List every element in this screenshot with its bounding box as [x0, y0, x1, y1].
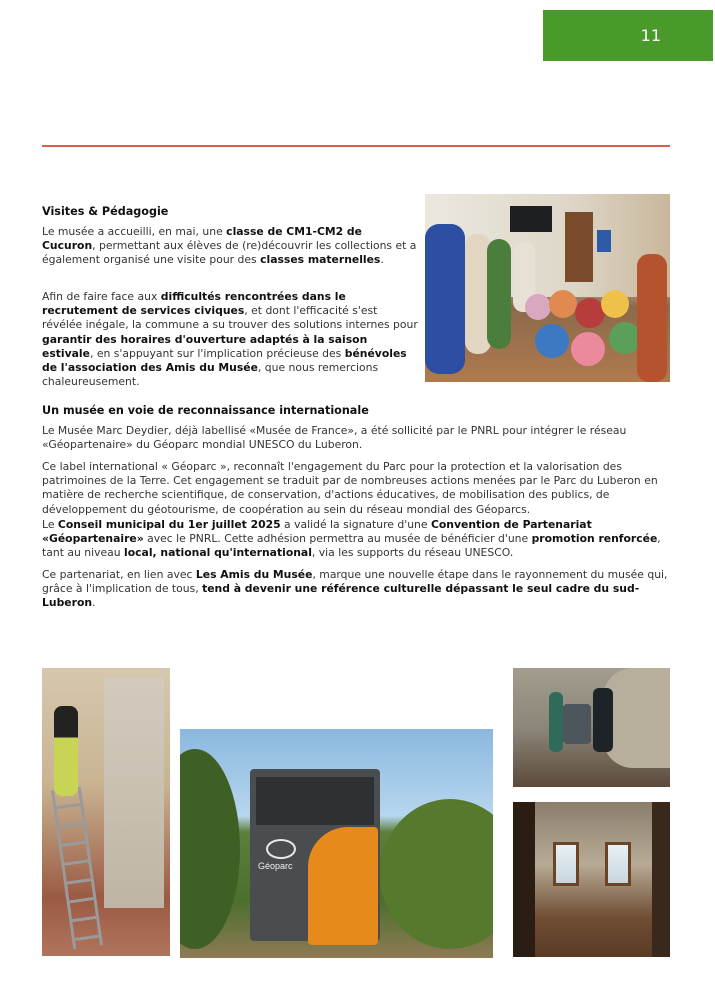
text-run: , en s'appuyant sur l'implication précieuse des: [89, 346, 345, 360]
text-run: , via les supports du réseau UNESCO.: [311, 546, 514, 560]
text-run: .: [380, 253, 384, 267]
bold-text-run: Les Amis du Musée: [195, 568, 313, 581]
text-run: Afin de faire face aux: [42, 290, 161, 303]
text-run: Le: [42, 518, 58, 531]
section-divider: [42, 145, 670, 147]
bold-text-run: classes maternelles: [260, 253, 381, 267]
geoparc-sign-photo: [180, 729, 493, 958]
text-run: Ce partenariat, en lien avec: [42, 568, 196, 581]
bold-text-run: difficultés rencontrées dans le recrutement de services civiques: [42, 290, 346, 318]
rock-installation-photo: [513, 668, 670, 787]
text-run: Le musée a accueilli, en mai, une: [42, 225, 227, 238]
museum-room-windows-photo: [513, 802, 670, 957]
workers-restoration-photo: [42, 668, 170, 956]
text-run: Le Musée Marc Deydier, déjà labellisé «Musée de France», a été sollicité par le PNRL pour intégrer le réseau «Géopartenaire» du Géoparc mondial UNESCO du Luberon.: [42, 424, 627, 452]
paragraph-volunteers: [42, 290, 418, 389]
page-number-badge: [543, 10, 713, 61]
classroom-visit-photo: [425, 194, 670, 382]
bold-text-run: tend à devenir une référence culturelle dépassant le seul cadre du sud-Luberon: [42, 582, 640, 610]
bold-text-run: promotion renforcée: [531, 532, 658, 546]
text-run: , et dont l'efficacité s'est révélée inégale, la commune a su trouver des solutions internes pour: [42, 304, 418, 332]
text-run: avec le PNRL. Cette adhésion permettra au musée de bénéficier d'une: [143, 532, 532, 546]
paragraph-geopartenaire: [42, 424, 670, 452]
text-run: , permettant aux élèves de (re)découvrir les collections et a également organisé une visite pour des: [42, 239, 417, 267]
paragraph-partenariat: [42, 568, 670, 611]
bold-text-run: bénévoles de l'association des Amis du Musée: [42, 346, 407, 375]
bold-text-run: Conseil municipal du 1er juillet 2025: [57, 518, 281, 531]
text-run: Ce label international « Géoparc », reconnaît l'engagement du Parc pour la protection et la valorisation des patrimoines de la Terre. Cet engagement se traduit par de nombreuses actions menées par le Parc du Luberon en matière de recherche scientifique, de conservation, d'actions éducatives, de mobilisation des publics, de développement du géotourisme, de coopération au sein du réseau mondial des Géoparcs.: [42, 460, 658, 516]
text-run: , tant au niveau: [42, 532, 661, 560]
page-number: 11: [640, 26, 661, 45]
bold-text-run: classe de CM1-CM2 de Cucuron: [42, 225, 362, 253]
heading-reconnaissance-internationale: Un musée en voie de reconnaissance internationale: [42, 404, 369, 417]
paragraph-geoparc-label: [42, 460, 670, 517]
bold-text-run: garantir des horaires d'ouverture adaptés à la saison estivale: [42, 332, 368, 360]
heading-visites-pedagogie: Visites & Pédagogie: [42, 205, 169, 218]
text-run: a validé la signature d'une: [280, 518, 431, 531]
text-run: , que nous remercions chaleureusement.: [42, 361, 379, 389]
text-run: .: [92, 596, 96, 610]
geoparc-logo-text: Géoparc: [258, 861, 293, 871]
text-run: , marque une nouvelle étape dans le rayonnement du musée qui, grâce à l'implication de tous,: [42, 568, 668, 596]
paragraph-conseil-municipal: [42, 518, 670, 561]
paragraph-visits: [42, 225, 418, 268]
bold-text-run: local, national qu'international: [124, 546, 312, 560]
bold-text-run: Convention de Partenariat «Géopartenaire»: [42, 518, 592, 546]
